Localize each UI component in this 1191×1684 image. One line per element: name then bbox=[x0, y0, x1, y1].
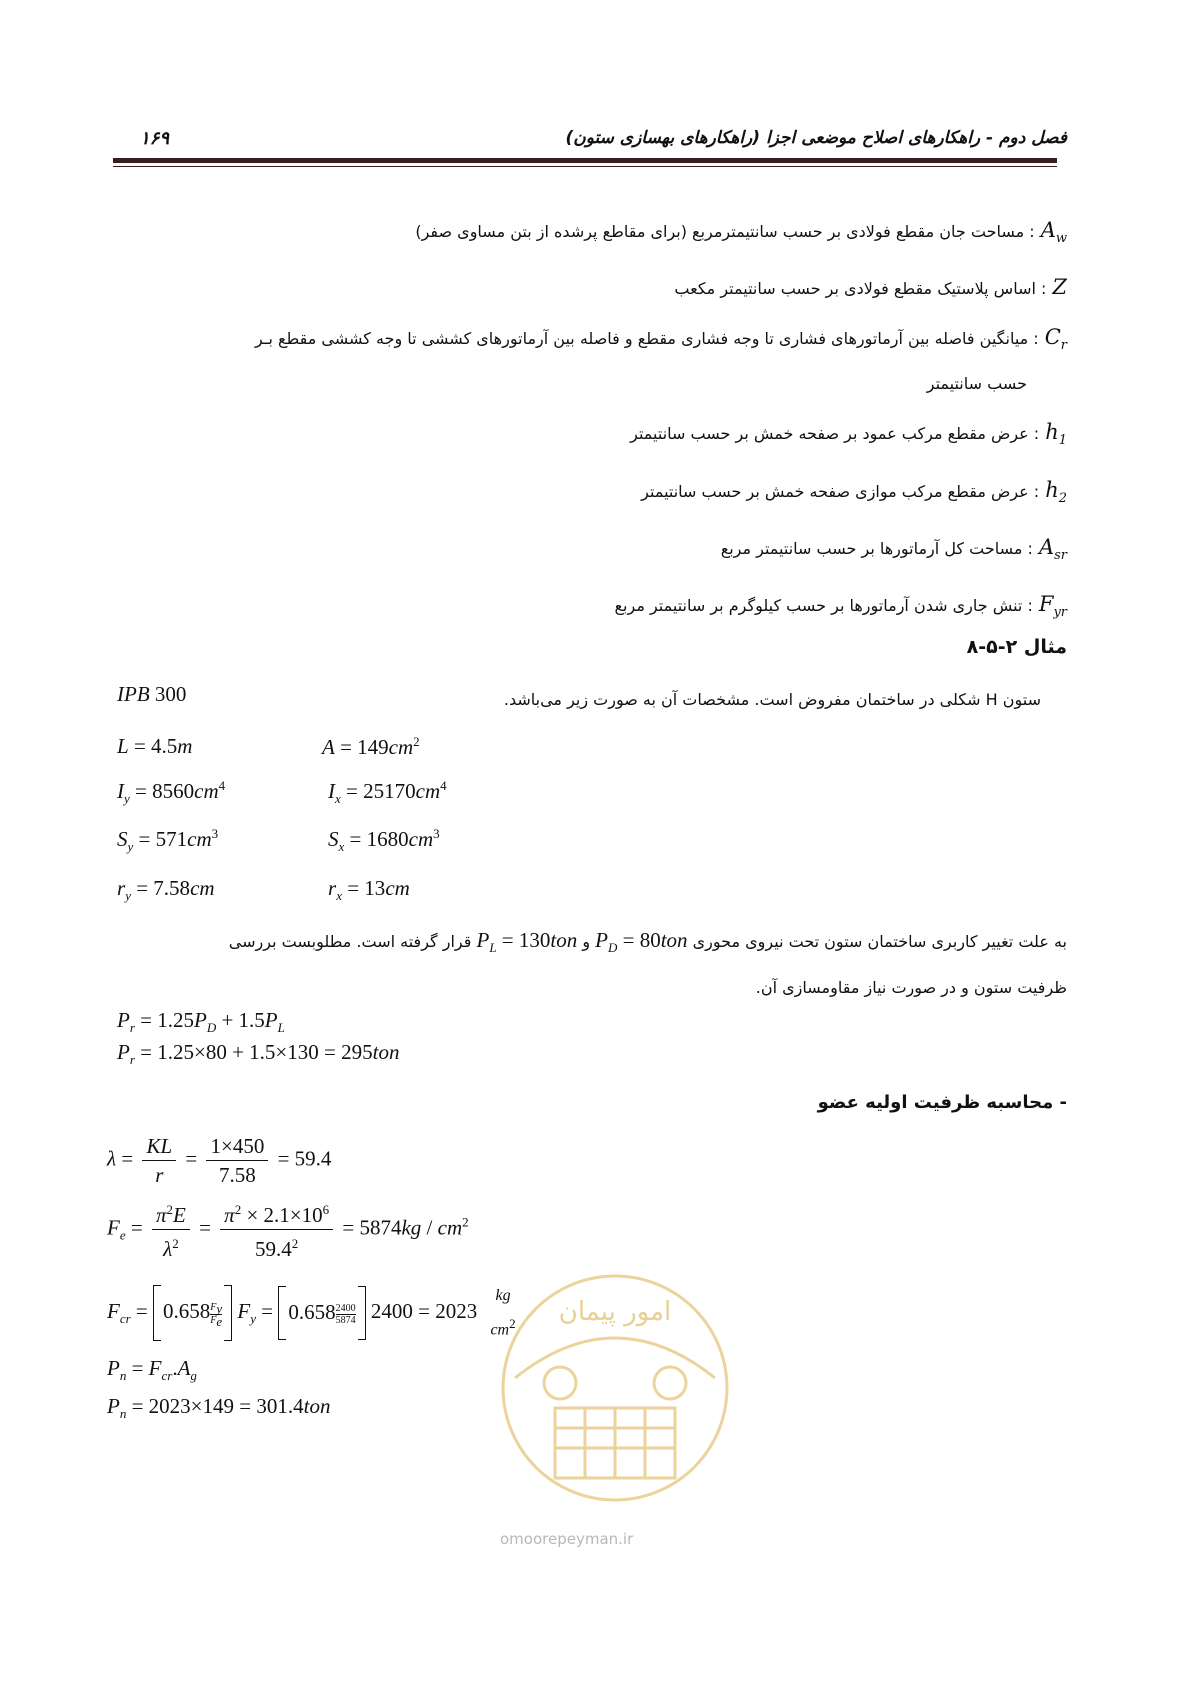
prop-ry: $r_y = 7.58cm$ bbox=[117, 876, 215, 904]
definition-symbol: $h_1$ bbox=[1045, 420, 1067, 449]
pd-value: $P_D = 80ton$ bbox=[595, 928, 688, 956]
paragraph-text-3: ظرفیت ستون و در صورت نیاز مقاومسازی آن. bbox=[755, 978, 1067, 998]
subheading-initial-capacity: - محاسبه ظرفیت اولیه عضو bbox=[817, 1092, 1067, 1113]
definition-row bbox=[127, 420, 1067, 453]
definition-symbol: $A_{sr}$ bbox=[1038, 534, 1067, 563]
example-paragraph bbox=[117, 920, 1067, 1008]
prop-Sy: $S_y = 571cm^3$ bbox=[117, 826, 219, 855]
paragraph-text-1: به علت تغییر کاربری ساختمان ستون تحت نیروی محوری bbox=[692, 932, 1067, 951]
eq-fe: $F_e$ = $\frac{\pi^2E}{\lambda^2}$ = $\frac{\pi^2 \times 2.1\times 10^6}{59.4^2}$ = $5874kg / cm^2$ bbox=[107, 1196, 469, 1263]
example-intro: ستون H شکلی در ساختمان مفروض است. مشخصات آن به صورت زیر می‌باشد. bbox=[503, 690, 1041, 709]
prop-Ix: $I_x = 25170cm^4$ bbox=[328, 778, 447, 807]
watermark-logo bbox=[485, 1258, 745, 1518]
definitions-list bbox=[127, 218, 1067, 649]
eq-pn-2: $P_n = 2023\times 149 = 301.4ton$ bbox=[107, 1394, 331, 1422]
definition-text: : عرض مقطع مرکب موازی صفحه خمش بر حسب سانتیمتر bbox=[641, 481, 1040, 501]
watermark-text: امور پیمان bbox=[558, 1297, 672, 1327]
paragraph-text-2: قرار گرفته است. مطلوبست بررسی bbox=[228, 932, 472, 951]
prop-rx: $r_x = 13cm$ bbox=[328, 876, 410, 904]
eq-pn-1: $P_n = F_{cr}.A_g$ bbox=[107, 1356, 197, 1384]
definition-text: : میانگین فاصله بین آرماتورهای فشاری تا وجه فشاری مقطع و فاصله بین آرماتورهای کششی تا وجه کششی مقطع بـر bbox=[254, 329, 1039, 349]
definition-continuation: حسب سانتیمتر bbox=[926, 374, 1027, 394]
definition-row bbox=[127, 478, 1067, 511]
definition-symbol: $C_r$ bbox=[1044, 325, 1067, 354]
definition-row bbox=[127, 275, 1067, 301]
pl-value: $P_L = 130ton$ bbox=[476, 928, 578, 956]
definition-text: : مساحت جان مقطع فولادی بر حسب سانتیمترمربع (برای مقاطع پرشده از بتن مساوی صفر) bbox=[415, 222, 1035, 241]
definition-symbol: $F_{yr}$ bbox=[1038, 591, 1067, 621]
eq-pr-2: $P_r = 1.25\times 80 + 1.5\times 130 = 295ton$ bbox=[117, 1040, 400, 1068]
eq-fcr: $F_{cr} = 0.658$ $^{\frac{F_y}{F_e}}$ $F_y = 0.658$ $^{\frac{2400}{5874}}$ 2400 = 2023 kg $cm^2$ bbox=[107, 1287, 516, 1339]
chapter-title: فصل دوم - راهکارهای اصلاح موضعی اجزا (راهکارهای بهسازی ستون) bbox=[565, 128, 1067, 148]
definition-text: : تنش جاری شدن آرماتورها بر حسب کیلوگرم بر سانتیمتر مربع bbox=[614, 595, 1033, 615]
definition-row bbox=[127, 535, 1067, 568]
header-rule-thin bbox=[113, 166, 1057, 167]
definition-text: : عرض مقطع مرکب عمود بر صفحه خمش بر حسب سانتیمتر bbox=[630, 424, 1040, 444]
prop-Iy: $I_y = 8560cm^4$ bbox=[117, 778, 226, 807]
prop-L: L = 4.5m bbox=[117, 734, 193, 758]
definition-text: : مساحت کل آرماتورها بر حسب سانتیمتر مربع bbox=[720, 538, 1033, 558]
definition-symbol: $A_w$ bbox=[1040, 218, 1067, 247]
header-rule-thick bbox=[113, 158, 1057, 163]
paragraph-and: و bbox=[582, 932, 591, 951]
prop-A: $A = 149cm^2$ bbox=[322, 734, 420, 759]
definition-row bbox=[127, 218, 1067, 251]
definition-symbol: Z bbox=[1052, 275, 1067, 300]
definition-symbol: $h_2$ bbox=[1045, 477, 1067, 506]
section-name: IPB 300 bbox=[117, 682, 187, 706]
eq-pr-1: $P_r = 1.25P_D + 1.5P_L$ bbox=[117, 1008, 285, 1036]
eq-lambda: λ = $\frac{KL}{r}$ = $\frac{1\times 450}{7.58}$ = 59.4 bbox=[107, 1134, 332, 1187]
watermark-url: omoorepeyman.ir bbox=[500, 1530, 634, 1548]
definition-row bbox=[127, 325, 1067, 358]
definition-row bbox=[127, 592, 1067, 625]
page-number: ۱۶۹ bbox=[140, 128, 170, 149]
definition-text: : اساس پلاستیک مقطع فولادی بر حسب سانتیمتر مکعب bbox=[674, 279, 1047, 299]
prop-Sx: $S_x = 1680cm^3$ bbox=[328, 826, 440, 855]
example-title: مثال ۲-۵-۸ bbox=[966, 636, 1067, 658]
